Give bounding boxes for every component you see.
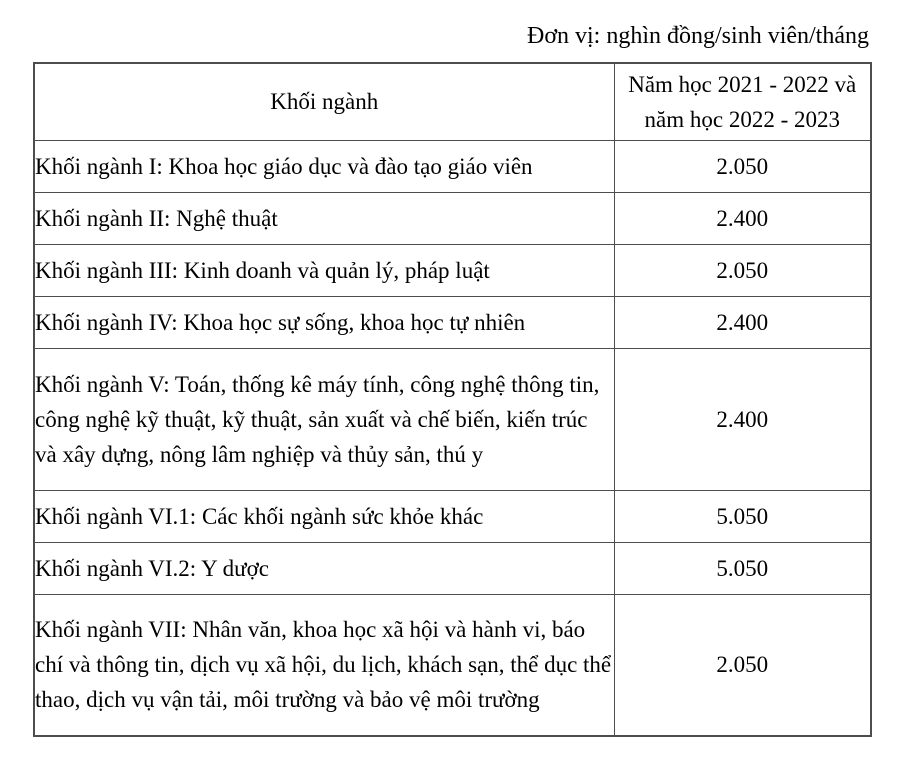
column-header-school-years-line1: Năm học 2021 - 2022 và (628, 71, 857, 97)
field-group-cell: Khối ngành VI.1: Các khối ngành sức khỏe khác (34, 490, 614, 542)
fee-value-cell: 5.050 (614, 542, 871, 594)
fee-value-cell: 5.050 (614, 490, 871, 542)
table-row (34, 490, 871, 542)
fee-value-cell: 2.050 (614, 244, 871, 296)
fee-value-cell: 2.400 (614, 296, 871, 348)
fee-value-cell: 2.400 (614, 192, 871, 244)
field-group-cell: Khối ngành VII: Nhân văn, khoa học xã hội và hành vi, báo chí và thông tin, dịch vụ xã hội, du lịch, khách sạn, thể dục thể thao, dịch vụ vận tải, môi trường và bảo vệ môi trường (34, 594, 614, 736)
table-row (34, 244, 871, 296)
field-group-cell: Khối ngành III: Kinh doanh và quản lý, pháp luật (34, 244, 614, 296)
column-header-field-group: Khối ngành (34, 63, 614, 140)
tuition-fee-table (33, 62, 872, 737)
column-header-school-years (614, 63, 871, 140)
unit-caption: Đơn vị: nghìn đồng/sinh viên/tháng (526, 23, 869, 49)
column-header-school-years-line2: năm học 2022 - 2023 (644, 106, 840, 132)
table-row (34, 594, 871, 736)
fee-value-cell: 2.050 (614, 140, 871, 192)
table-row (34, 296, 871, 348)
table-row (34, 348, 871, 490)
table-row (34, 192, 871, 244)
field-group-cell: Khối ngành I: Khoa học giáo dục và đào tạo giáo viên (34, 140, 614, 192)
field-group-cell: Khối ngành V: Toán, thống kê máy tính, công nghệ thông tin, công nghệ kỹ thuật, kỹ thuật, sản xuất và chế biến, kiến trúc và xây dựng, nông lâm nghiệp và thủy sản, thú y (34, 348, 614, 490)
table-row (34, 542, 871, 594)
field-group-cell: Khối ngành II: Nghệ thuật (34, 192, 614, 244)
fee-value-cell: 2.050 (614, 594, 871, 736)
field-group-cell: Khối ngành IV: Khoa học sự sống, khoa học tự nhiên (34, 296, 614, 348)
fee-value-cell: 2.400 (614, 348, 871, 490)
table-header-row (34, 63, 871, 140)
table-row (34, 140, 871, 192)
field-group-cell: Khối ngành VI.2: Y dược (34, 542, 614, 594)
